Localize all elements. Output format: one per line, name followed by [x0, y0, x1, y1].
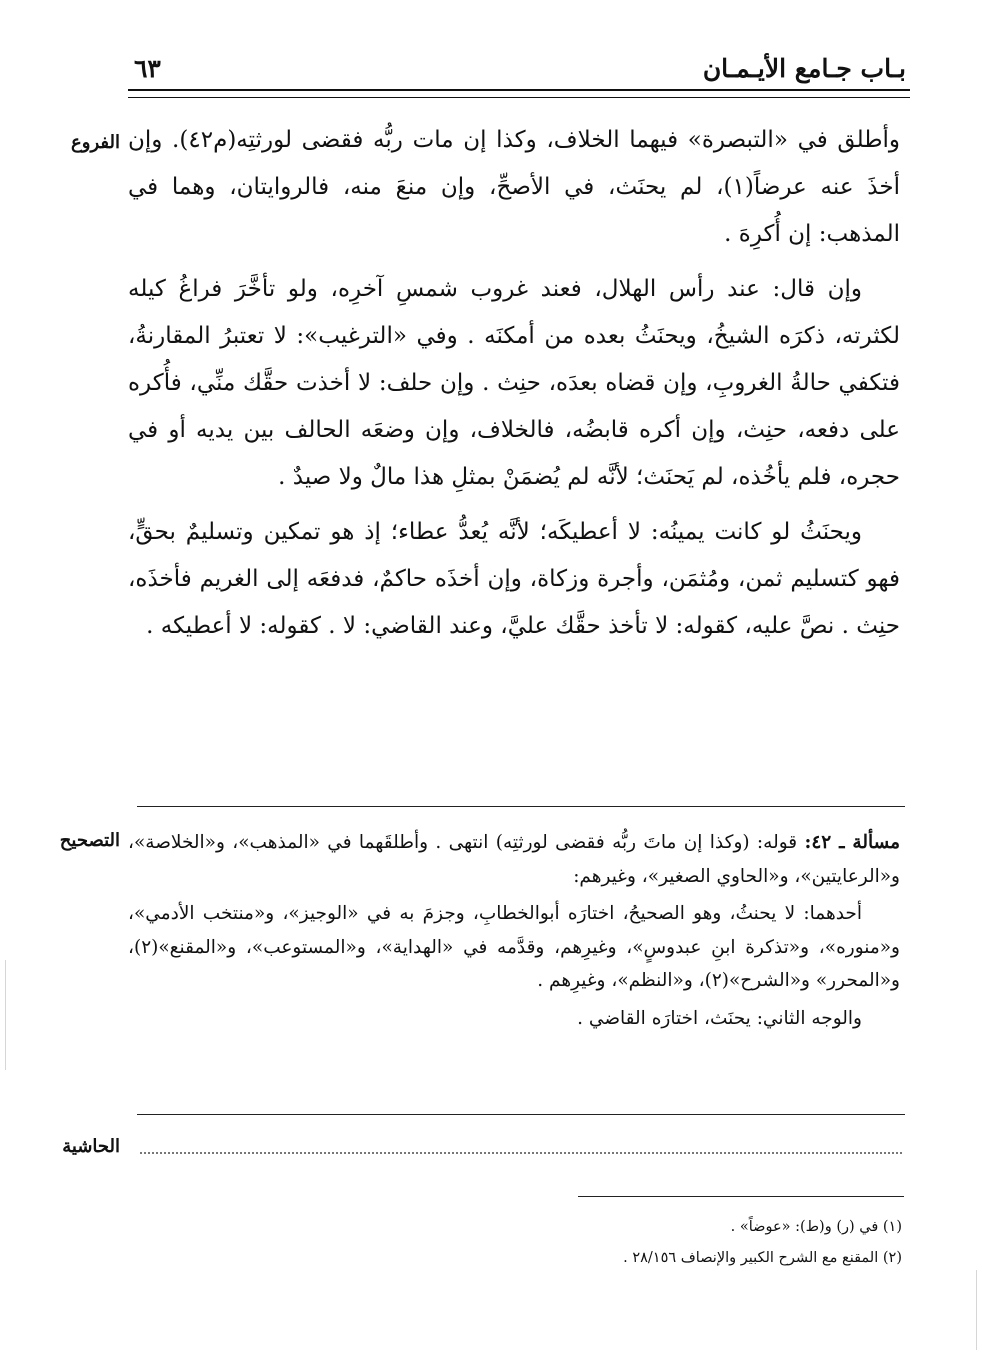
tashih-paragraph-1-text: قوله: (وكذا إن ماتَ ربُّه فقضى لورثتِه) انتهى . وأطلقَهما في «المذهب»، و«الخلاصة»، و«الرعايتين»، و«الحاوي الصغير»، وغيرهم:	[128, 832, 900, 887]
main-paragraph-3: ويحنَثُ لو كانت يمينُه: لا أعطيكَه؛ لأنَّه يُعدُّ عطاء؛ إذ هو تمكين وتسليمٌ بحقٍّ، فهو كتسليم ثمن، ومُثمَن، وأجرة وزكاة، وإن أخذَه حاكمٌ، فدفعَه إلى الغريم فأخذَه، حنِث . نصَّ عليه، كقوله: لا تأخذ حقَّك عليَّ، وعند القاضي: لا . كقوله: لا أعطيكه .	[128, 519, 900, 639]
tashih-divider-rule	[137, 1114, 905, 1115]
tashih-paragraph-3: والوجه الثاني: يحنَث، اختارَه القاضي .	[577, 1007, 862, 1029]
margin-label-furu: الفروع	[71, 132, 120, 153]
page-number: ٦٣	[134, 54, 161, 83]
hashiya-dotted-line	[140, 1152, 902, 1154]
tashih-paragraph-2: أحدهما: لا يحنثُ، وهو الصحيحُ، اختارَه أبوالخطابِ، وجزمَ به في «الوجيز»، و«منتخب الأدمي»، و«منوره»، و«تذكرة ابنِ عبدوسٍ»، وغيرِهم، وقدَّمه في «الهداية»، و«المستوعب»، و«المقنع»(٢)، و«المحرر» و«الشرح»(٢)، و«النظم»، وغيرِهم .	[128, 903, 900, 991]
margin-label-tashih: التصحيح	[59, 830, 120, 851]
chapter-title: بـاب جـامع الأيـمـان	[702, 54, 906, 83]
tashih-paragraph-1	[128, 826, 900, 893]
footnote-1: (١) في (ر) و(ط): «عوضاً» .	[730, 1219, 902, 1235]
main-divider-rule	[137, 806, 905, 807]
main-paragraph-2: وإن قال: عند رأس الهلال، فعند غروب شمسِ آخرِه، ولو تأخَّرَ فراغُ كيله لكثرته، ذكرَه الشيخُ، ويحنَثُ بعده من أمكنَه . وفي «الترغيب»: لا تعتبرُ المقارنةُ، فتكفي حالةُ الغروبِ، وإن قضاه بعدَه، حنِث . وإن حلف: لا أخذت حقَّك منِّي، فأُكره على دفعه، حنِث، وإن أكره قابضُه، فالخلاف، وإن وضعَه الحالف بين يديه أو في حجره، فلم يأخُذه، لم يَحنَث؛ لأنَّه لم يُضمَنْ بمثلِ هذا مالٌ ولا صيدٌ .	[128, 276, 900, 490]
scan-edge-right	[976, 1270, 977, 1350]
footnote-2: (٢) المقنع مع الشرح الكبير والإنصاف ٢٨/١٥٦ .	[623, 1250, 902, 1266]
main-paragraph-1: وأطلق في «التبصرة» فيهما الخلاف، وكذا إن مات ربُّه فقضى لورثتِه(م٤٢). وإن أخذَ عنه عرضاً(١)، لم يحنَث، في الأصحِّ، وإن منعَ منه، فالروايتان، وهما في المذهب: إن أُكرِهَ .	[128, 127, 901, 247]
running-header	[128, 54, 910, 88]
header-double-rule	[128, 89, 910, 98]
footnote-separator	[578, 1196, 904, 1197]
footnotes	[122, 1212, 902, 1274]
main-text	[128, 117, 900, 650]
tashih-text	[128, 826, 900, 1035]
tashih-issue-number: مسألة ـ ٤٢:	[804, 832, 901, 853]
scan-edge-left	[5, 960, 6, 1070]
margin-label-hashiya: الحاشية	[62, 1136, 120, 1157]
